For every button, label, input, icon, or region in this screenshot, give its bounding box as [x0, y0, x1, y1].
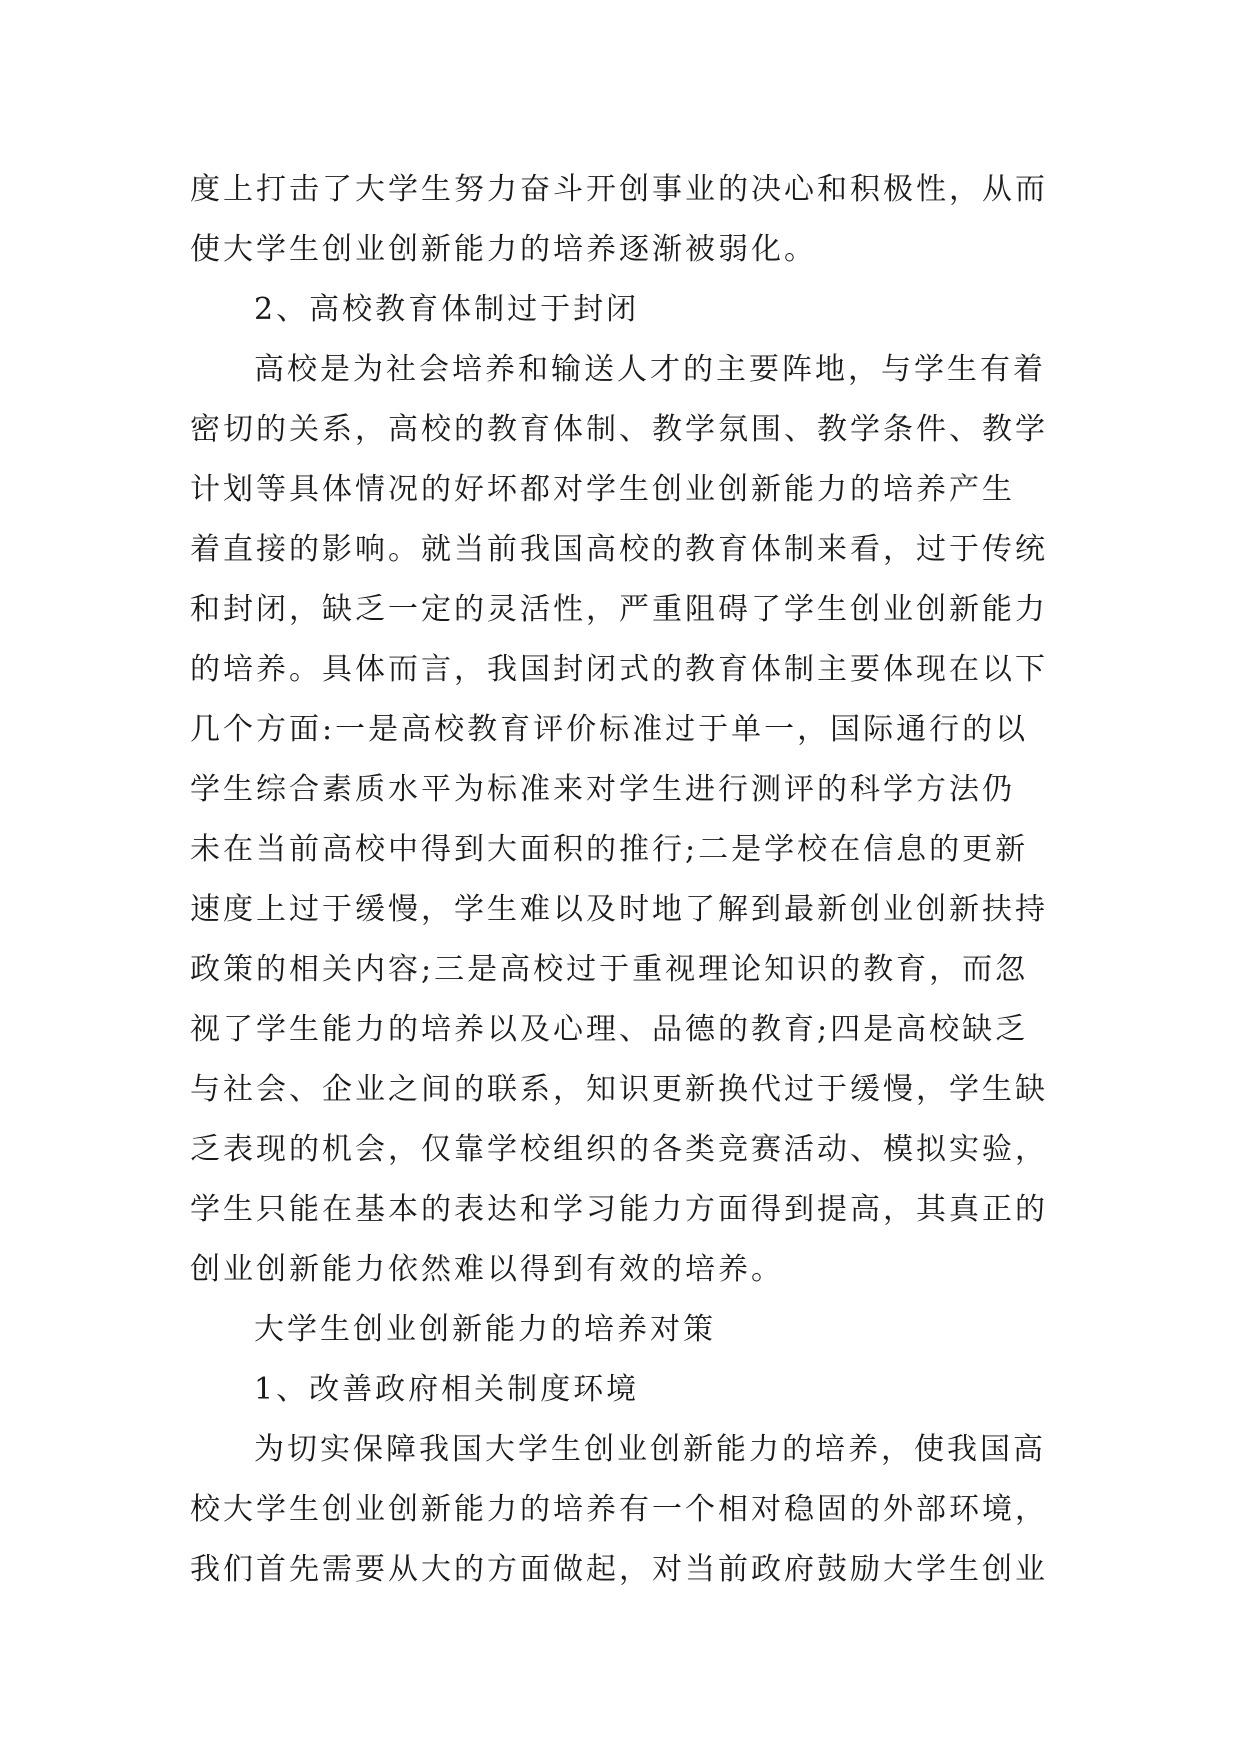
paragraph-start-line: 高校是为社会培养和输送人才的主要阵地，与学生有着 — [254, 352, 1046, 387]
text-line: 的培养。具体而言，我国封闭式的教育体制主要体现在以下 — [190, 652, 1048, 687]
section-heading: 大学生创业创新能力的培养对策 — [254, 1312, 716, 1347]
text-line: 我们首先需要从大的方面做起，对当前政府鼓励大学生创业 — [190, 1552, 1048, 1587]
text-line: 度上打击了大学生努力奋斗开创事业的决心和积极性，从而 — [190, 172, 1048, 207]
text-line: 使大学生创业创新能力的培养逐渐被弱化。 — [190, 232, 817, 267]
text-line: 和封闭，缺乏一定的灵活性，严重阻碍了学生创业创新能力 — [190, 592, 1048, 627]
text-line: 与社会、企业之间的联系，知识更新换代过于缓慢，学生缺 — [190, 1072, 1048, 1107]
text-line: 视了学生能力的培养以及心理、品德的教育;四是高校缺乏 — [190, 1012, 1029, 1047]
text-line: 政策的相关内容;三是高校过于重视理论知识的教育，而忽 — [190, 952, 1029, 987]
text-line: 学生综合素质水平为标准来对学生进行测评的科学方法仍 — [190, 772, 1015, 807]
text-line: 学生只能在基本的表达和学习能力方面得到提高，其真正的 — [190, 1192, 1048, 1227]
text-line: 校大学生创业创新能力的培养有一个相对稳固的外部环境， — [190, 1492, 1048, 1527]
document-body — [190, 160, 1070, 1600]
paragraph-start-line: 为切实保障我国大学生创业创新能力的培养，使我国高 — [254, 1432, 1046, 1467]
text-line: 乏表现的机会，仅靠学校组织的各类竞赛活动、模拟实验， — [190, 1132, 1048, 1167]
text-line: 着直接的影响。就当前我国高校的教育体制来看，过于传统 — [190, 532, 1048, 567]
text-line: 计划等具体情况的好坏都对学生创业创新能力的培养产生 — [190, 472, 1015, 507]
text-line: 未在当前高校中得到大面积的推行;二是学校在信息的更新 — [190, 832, 1029, 867]
subsection-heading: 1、改善政府相关制度环境 — [254, 1372, 640, 1407]
text-line: 创业创新能力依然难以得到有效的培养。 — [190, 1252, 784, 1287]
section-heading: 2、高校教育体制过于封闭 — [254, 292, 640, 327]
text-line: 几个方面:一是高校教育评价标准过于单一，国际通行的以 — [190, 712, 1029, 747]
text-line: 密切的关系，高校的教育体制、教学氛围、教学条件、教学 — [190, 412, 1048, 447]
text-line: 速度上过于缓慢，学生难以及时地了解到最新创业创新扶持 — [190, 892, 1048, 927]
